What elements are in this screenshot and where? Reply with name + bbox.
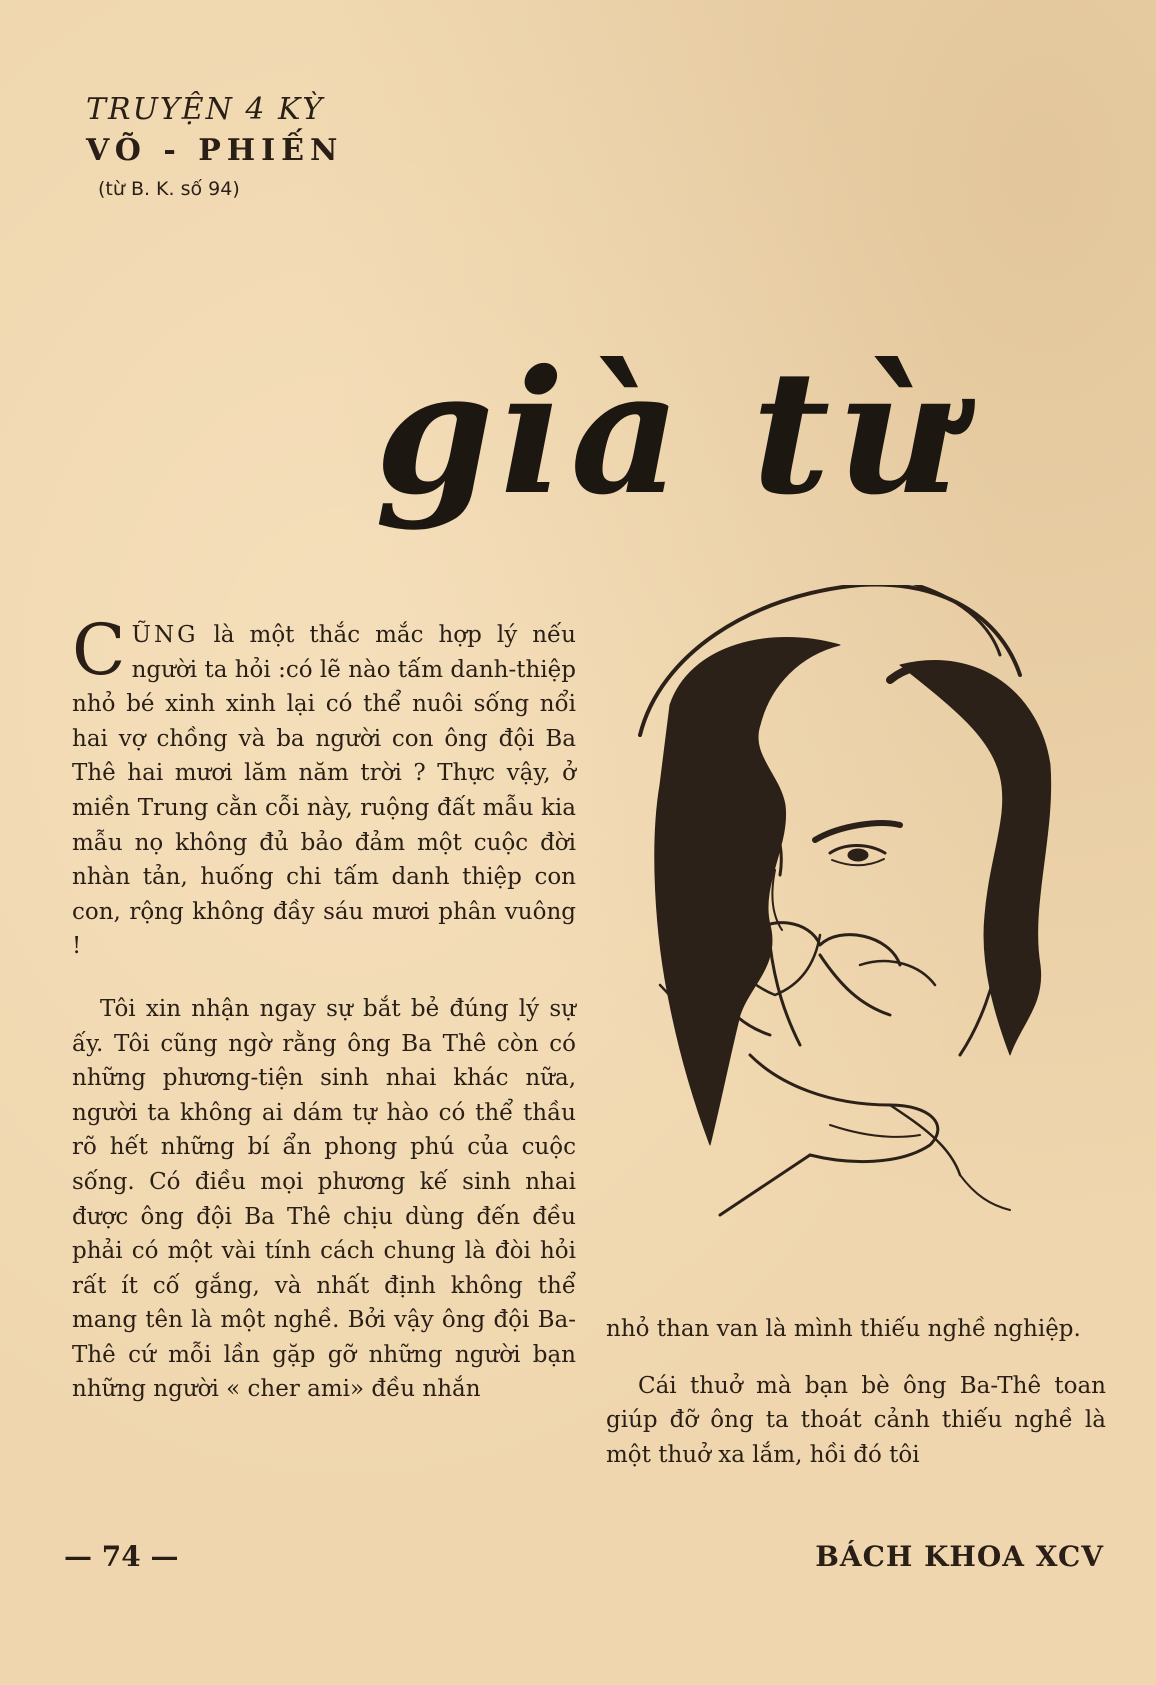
paragraph-2: Tôi xin nhận ngay sự bắt bẻ đúng lý sự ấy. Tôi cũng ngờ rằng ông Ba Thê còn có những phương-tiện sinh nhai khác nữa, người ta không ai dám tự hào có thể thầu rõ hết những bí ẩn phong phú của cuộc sống. Có điều mọi phương kế sinh nhai được ông đội Ba Thê chịu dùng đến đều phải có một vài tính cách chung là đòi hỏi rất ít cố gắng, và nhất định không thể mang tên là một nghề. Bởi vậy ông đội Ba-Thê cứ mỗi lần gặp gỡ những người bạn những người « cher ami» đều nhắn bbox=[72, 995, 576, 1403]
paragraph-4: Cái thuở mà bạn bè ông Ba-Thê toan giúp đỡ ông ta thoát cảnh thiếu nghề là một thuở xa lắm, hồi đó tôi bbox=[606, 1372, 1106, 1468]
article-header bbox=[86, 92, 343, 200]
series-label: TRUYỆN 4 KỲ bbox=[86, 92, 325, 127]
page-number: — 74 — bbox=[64, 1540, 179, 1573]
right-text-column bbox=[606, 1312, 1106, 1472]
author-name: VÕ - PHIẾN bbox=[86, 133, 344, 168]
article-title: già từ bbox=[375, 333, 966, 533]
source-note: (từ B. K. số 94) bbox=[98, 178, 240, 200]
magazine-name: BÁCH KHOA XCV bbox=[815, 1540, 1104, 1573]
illustration-drawing bbox=[600, 585, 1100, 1295]
paragraph-3: nhỏ than van là mình thiếu nghề nghiệp. bbox=[606, 1316, 1081, 1342]
paragraph-1 bbox=[72, 609, 576, 964]
woman-with-flowers-illustration bbox=[600, 585, 1100, 1295]
left-text-column bbox=[72, 609, 576, 1407]
paragraph-1-smallcaps: ŨNG bbox=[131, 622, 199, 648]
paragraph-1-text: là một thắc mắc hợp lý nếu người ta hỏi :có lẽ nào tấm danh-thiệp nhỏ bé xinh xinh lại có thể nuôi sống nổi hai vợ chồng và ba người con ông đội Ba Thê hai mươi lăm năm trời ? Thực vậy, ở miền Trung cằn cỗi này, ruộng đất mẫu kia mẫu nọ không đủ bảo đảm một cuộc đời nhàn tản, huống chi tấm danh thiệp con con, rộng không đầy sáu mươi phân vuông ! bbox=[72, 622, 576, 960]
drop-cap: C bbox=[72, 609, 126, 691]
